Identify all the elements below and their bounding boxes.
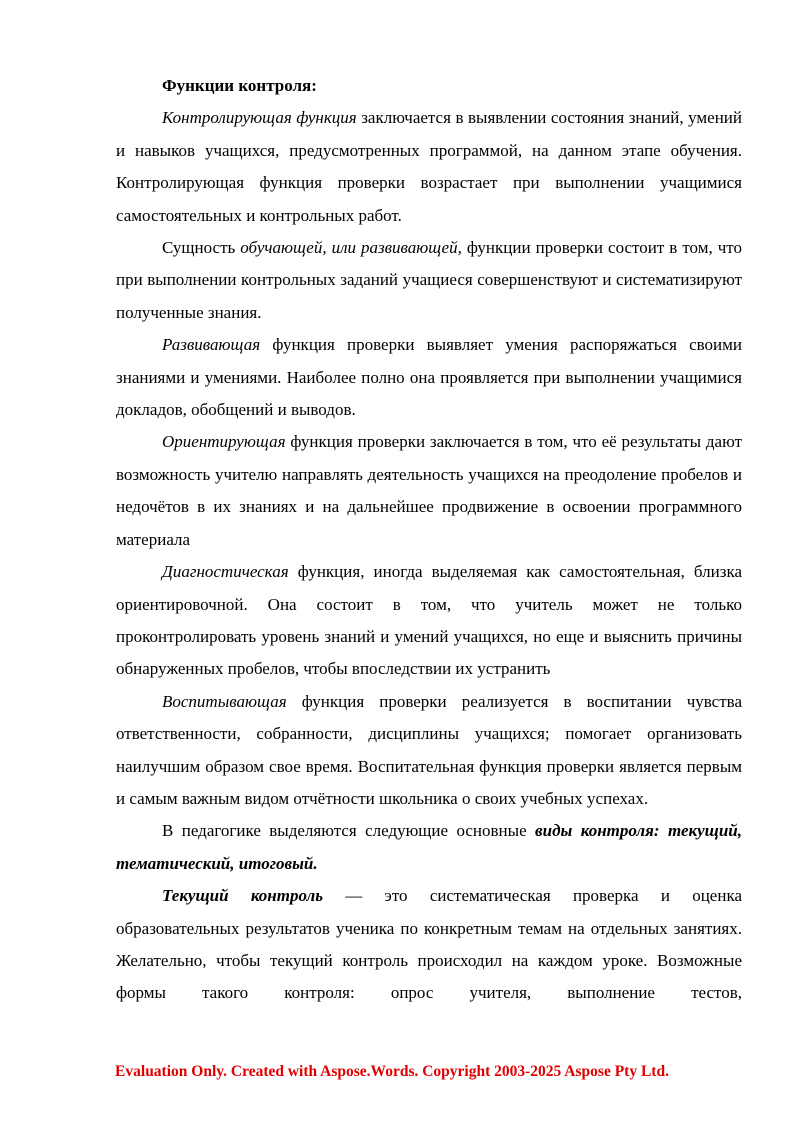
paragraph-text: функция, иногда выделяемая как самостоятельная, близка ориентировочной. Она состоит в том, что учитель может не только проконтролировать уровень знаний и умений учащихся, но еще и выяснить причины обнаруженных пробелов, чтобы впоследствии их устранить [116,562,742,679]
term-control-types: виды контроля: текущий, тематический, итоговый. [116,821,743,873]
term-orienting-function: Ориентирующая [162,432,286,452]
evaluation-watermark: Evaluation Only. Created with Aspose.Words. Copyright 2003-2025 Aspose Pty Ltd. [115,1063,669,1080]
term-educating-function: Воспитывающая [162,691,287,711]
document-body [116,70,742,1010]
term-current-control: Текущий контроль [162,886,324,906]
paragraph-teaching-function [116,232,742,329]
paragraph-text: функция проверки реализуется в воспитании чувства ответственности, собранности, дисциплины учащихся; помогает организовать наилучшим образом свое время. Воспитательная функция проверки является первым и самым важным видом отчётности школьника о своих учебных успехах. [116,691,742,808]
paragraph-text: — это систематическая проверка и оценка образовательных результатов ученика по конкретным темам на отдельных занятиях. Желательно, чтобы текущий контроль происходил на каждом уроке. Возможные формы такого контроля: опрос учителя, выполнение тестов, [116,886,742,1003]
paragraph-lead: Сущность [162,238,241,258]
paragraph-text: заключается в выявлении состояния знаний, умений и навыков учащихся, предусмотренных программой, на данном этапе обучения. Контролирующая функция проверки возрастает при выполнении учащимися самостоятельных и контрольных работ. [116,108,742,225]
paragraph-developing-function [116,329,742,426]
term-diagnostic-function: Диагностическая [162,562,289,582]
paragraph-educating-function [116,686,742,816]
paragraph-control-types [116,815,742,880]
term-control-function: Контролирующая функция [162,108,357,128]
section-heading: Функции контроля: [162,76,317,95]
paragraph-current-control [116,880,742,1010]
paragraph-diagnostic-function [116,556,742,686]
term-teaching-function: обучающей, или развивающей, [240,238,462,258]
paragraph-text: функции проверки состоит в том, что при выполнении контрольных заданий учащиеся совершенствуют и систематизируют полученные знания. [116,238,742,322]
paragraph-text: функция проверки выявляет умения распоряжаться своими знаниями и умениями. Наиболее полно она проявляется при выполнении учащимися докладов, обобщений и выводов. [116,335,742,420]
paragraph-lead: В педагогике выделяются следующие основные [162,821,536,841]
paragraph-orienting-function [116,426,742,556]
term-developing-function: Развивающая [162,335,261,355]
paragraph-control-function [116,102,742,232]
paragraph-text: функция проверки заключается в том, что её результаты дают возможность учителю направлять деятельность учащихся на преодоление пробелов и недочётов в их знаниях и на дальнейшее продвижение в освоении программного материала [116,432,742,549]
